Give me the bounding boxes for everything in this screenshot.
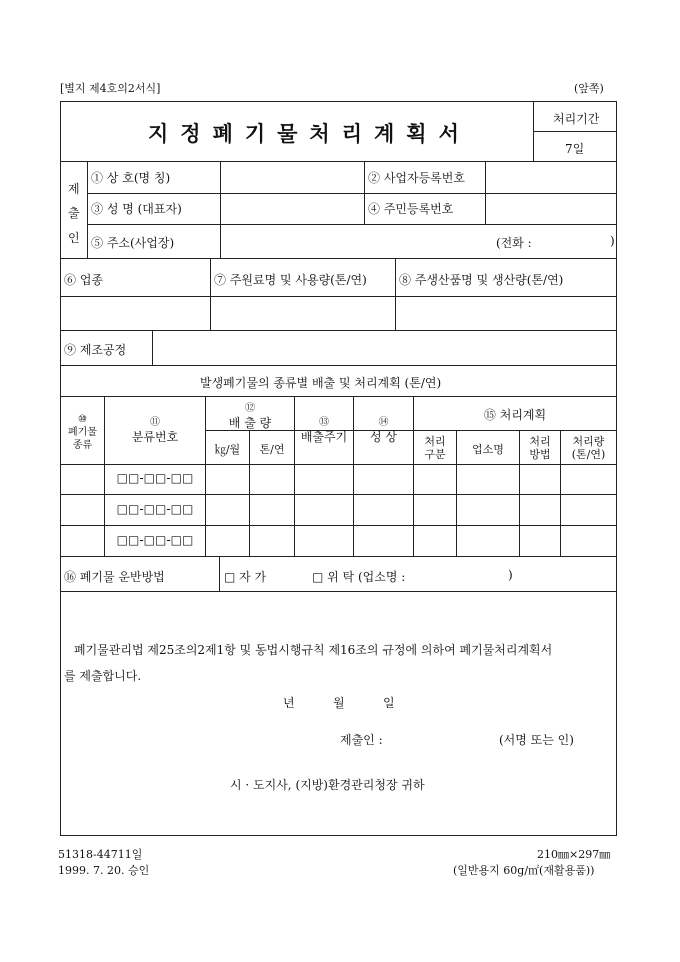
phone-label: (전화 : [496,236,532,250]
properties-header: ⑭ 성 상 [370,417,397,444]
main-products-field[interactable] [396,297,615,329]
classification-code-row-1[interactable]: □□-□□-□□ [116,471,194,485]
treatment-method-header: 처리 방법 [529,435,551,461]
submitter-sign-field[interactable] [395,725,495,747]
date-month-label: 월 [333,696,345,710]
representative-field[interactable] [221,194,363,223]
discharge-amount-header: ⑫ 배 출 량 [228,403,272,430]
consigned-company-field[interactable] [424,563,508,585]
company-name-header: 업소명 [472,443,504,456]
declaration-line-2: 를 제출합니다. [64,669,142,683]
date-year-label: 년 [283,696,295,710]
signature-or-seal-label: (서명 또는 인) [499,733,574,747]
declaration-line-1: 폐기물관리법 제25조의2제1항 및 동법시행규칙 제16조의 규정에 의하여 폐기물처리계획서 [74,643,553,657]
consigned-transport-checkbox[interactable]: □ 위 탁 (업소명 : [312,570,406,584]
representative-label: ③ 성 명 (대표자) [91,202,182,216]
business-reg-number-field[interactable] [486,162,615,192]
consigned-company-close: ) [508,568,513,582]
kg-per-month-header: ㎏/월 [214,443,241,456]
transport-method-label: ⑯ 폐기물 운반방법 [64,570,165,584]
submitter-group-char-3: 인 [68,231,80,245]
treatment-plan-header: ⑮ 처리계획 [483,408,547,422]
treatment-category-header: 처리 구분 [424,435,446,461]
paper-size: 210㎜×297㎜ [537,848,611,861]
raw-materials-field[interactable] [211,297,394,329]
processing-period-label: 처리기간 [553,112,600,126]
manufacturing-process-field[interactable] [153,331,615,364]
phone-field[interactable] [540,228,606,254]
company-name-field[interactable] [221,162,363,192]
classification-code-row-3[interactable]: □□-□□-□□ [116,533,194,547]
industry-field[interactable] [61,297,209,329]
submitter-group-char-2: 출 [68,206,80,220]
address-label: ⑤ 주소(사업장) [91,236,175,250]
address-field[interactable] [221,225,491,257]
classification-code-row-2[interactable]: □□-□□-□□ [116,502,194,516]
submitter-sign-label: 제출인 : [340,733,383,747]
approval-date: 1999. 7. 20. 승인 [58,864,150,877]
resident-reg-number-field[interactable] [486,194,615,223]
front-side-label: (앞쪽) [574,82,604,95]
company-name-label: ① 상 호(명 칭) [91,171,171,185]
discharge-cycle-header: ⑬ 배출주기 [300,417,348,444]
form-reference: [별지 제4호의2서식] [60,82,161,95]
submitter-group-char-1: 제 [68,182,80,196]
self-transport-checkbox[interactable]: □ 자 가 [224,570,267,584]
classification-number-header: ⑪ 분류번호 [131,417,179,444]
industry-label: ⑥ 업종 [64,273,103,287]
manufacturing-process-label: ⑨ 제조공정 [64,343,127,357]
treatment-amount-header: 처리량 (톤/연) [571,435,606,461]
form-code: 51318-44711일 [58,848,143,861]
form-title: 지정폐기물처리계획서 [148,121,471,146]
date-day-label: 일 [383,696,395,710]
main-products-label: ⑧ 주생산품명 및 생산량(톤/연) [399,273,564,287]
waste-plan-title: 발생폐기물의 종류별 배출 및 처리계획 (톤/연) [200,376,442,390]
ton-per-year-header: 톤/연 [259,443,285,456]
raw-materials-label: ⑦ 주원료명 및 사용량(톤/연) [214,273,367,287]
resident-reg-number-label: ④ 주민등록번호 [368,202,454,216]
addressee: 시 · 도지사, (지방)환경관리청장 귀하 [230,778,425,792]
waste-type-header: ⑩ 폐기물 종류 [68,414,97,451]
paper-type: (일반용지 60g/㎡(재활용품)) [453,864,595,877]
business-reg-number-label: ② 사업자등록번호 [368,171,465,185]
phone-close: ) [610,234,615,248]
processing-period-value: 7일 [565,142,585,156]
